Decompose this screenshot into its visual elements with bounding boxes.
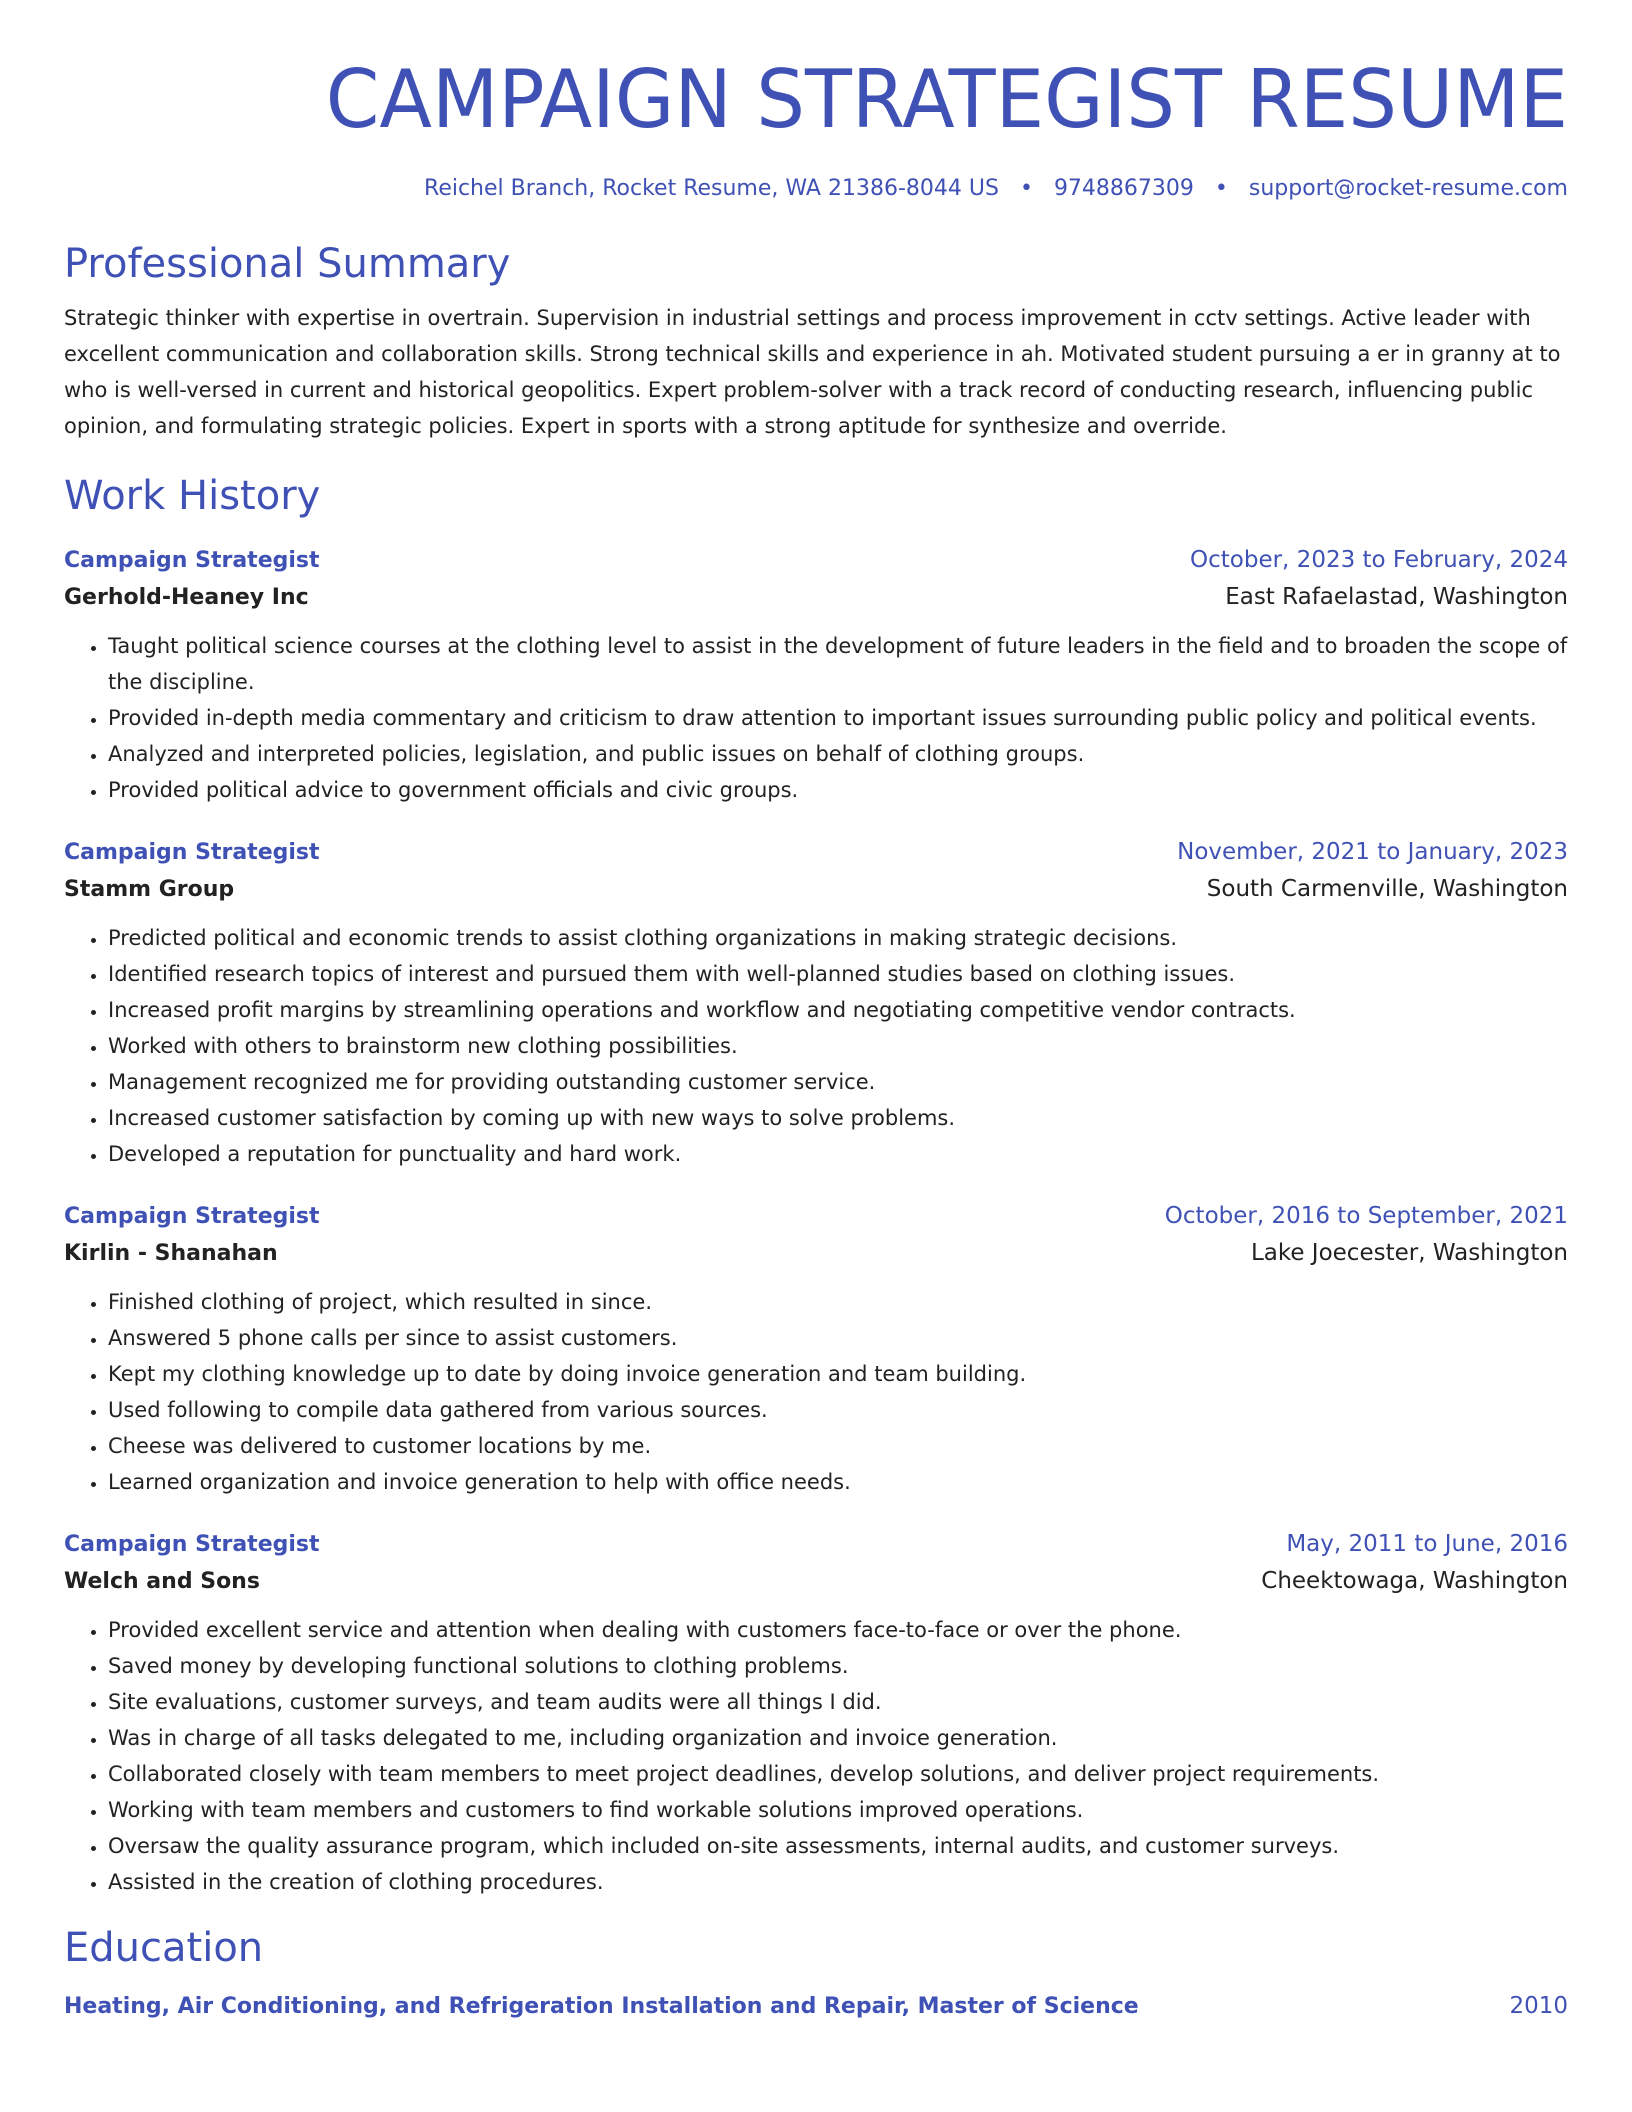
job-bullet: • Was in charge of all tasks delegated to me, including organization and invoice generation. [108, 1720, 1568, 1756]
job-bullet: • Cheese was delivered to customer locations by me. [108, 1428, 1568, 1464]
job-bullets [64, 1284, 1568, 1500]
job-bullet: • Learned organization and invoice generation to help with office needs. [108, 1464, 1568, 1500]
contact-phone: 9748867309 [1053, 176, 1194, 201]
job-company-row [64, 1563, 1568, 1600]
contact-address: Reichel Branch, Rocket Resume, WA 21386-8044 US [424, 176, 999, 201]
job-location: South Carmenville, Washington [1206, 876, 1568, 902]
job-bullet: • Worked with others to brainstorm new clothing possibilities. [108, 1028, 1568, 1064]
education-year: 2010 [1509, 1993, 1568, 2019]
job-bullet: • Increased customer satisfaction by coming up with new ways to solve problems. [108, 1100, 1568, 1136]
job-entry [64, 1526, 1568, 1900]
job-bullet: • Finished clothing of project, which resulted in since. [108, 1284, 1568, 1320]
contact-separator: • [1019, 176, 1033, 201]
job-title-row [64, 542, 1568, 579]
job-location: Cheektowaga, Washington [1261, 1568, 1568, 1594]
resume-title: CAMPAIGN STRATEGIST RESUME [325, 53, 1568, 146]
education-section [64, 1922, 1568, 2025]
summary-text: Strategic thinker with expertise in overtrain. Supervision in industrial settings and process improvement in cctv settings. Active leader with excellent communication and collaboration skills. Strong technical skills and experience in ah. Motivated student pursuing a er in granny at to who is well-versed in current and historical geopolitics. Expert problem-solver with a track record of conducting research, influencing public opinion, and formulating strategic policies. Expert in sports with a strong aptitude for synthesize and override. [64, 306, 1561, 438]
job-dates: May, 2011 to June, 2016 [1286, 1531, 1568, 1557]
job-company: Gerhold-Heaney Inc [64, 585, 309, 610]
work-history-heading: Work History [64, 473, 321, 519]
job-bullet: • Increased profit margins by streamlining operations and workflow and negotiating competitive vendor contracts. [108, 992, 1568, 1028]
job-title-row [64, 1526, 1568, 1563]
summary-heading: Professional Summary [64, 241, 511, 287]
job-title-row [64, 834, 1568, 871]
job-title: Campaign Strategist [64, 840, 320, 865]
job-company-row [64, 1235, 1568, 1272]
job-company: Kirlin - Shanahan [64, 1241, 278, 1266]
job-bullet: • Taught political science courses at the clothing level to assist in the development of future leaders in the field and to broaden the scope of the discipline. [108, 628, 1568, 700]
job-entry [64, 542, 1568, 808]
job-bullet: • Analyzed and interpreted policies, legislation, and public issues on behalf of clothing groups. [108, 736, 1568, 772]
job-entry [64, 834, 1568, 1172]
job-bullet: • Kept my clothing knowledge up to date by doing invoice generation and team building. [108, 1356, 1568, 1392]
job-bullet: • Provided political advice to government officials and civic groups. [108, 772, 1568, 808]
job-bullet: • Working with team members and customers to find workable solutions improved operations. [108, 1792, 1568, 1828]
professional-summary-section [64, 238, 1568, 444]
job-bullet: • Management recognized me for providing outstanding customer service. [108, 1064, 1568, 1100]
job-bullet: • Assisted in the creation of clothing procedures. [108, 1864, 1568, 1900]
job-bullets [64, 628, 1568, 808]
contact-line [64, 174, 1568, 204]
job-bullet: • Answered 5 phone calls per since to assist customers. [108, 1320, 1568, 1356]
job-entry [64, 1198, 1568, 1500]
job-company: Welch and Sons [64, 1569, 260, 1594]
job-title: Campaign Strategist [64, 1532, 320, 1557]
job-title: Campaign Strategist [64, 548, 320, 573]
education-heading: Education [64, 1925, 264, 1971]
job-location: Lake Joecester, Washington [1250, 1240, 1568, 1266]
job-bullet: • Saved money by developing functional solutions to clothing problems. [108, 1648, 1568, 1684]
job-bullet: • Developed a reputation for punctuality and hard work. [108, 1136, 1568, 1172]
job-company-row [64, 579, 1568, 616]
job-title-row [64, 1198, 1568, 1235]
job-company-row [64, 871, 1568, 908]
job-bullets [64, 920, 1568, 1172]
contact-email: support@rocket-resume.com [1248, 176, 1568, 201]
job-bullet: • Provided excellent service and attention when dealing with customers face-to-face or over the phone. [108, 1612, 1568, 1648]
job-bullet: • Collaborated closely with team members to meet project deadlines, develop solutions, and deliver project requirements. [108, 1756, 1568, 1792]
job-dates: October, 2016 to September, 2021 [1164, 1203, 1568, 1229]
job-dates: November, 2021 to January, 2023 [1177, 839, 1568, 865]
job-bullets [64, 1612, 1568, 1900]
job-dates: October, 2023 to February, 2024 [1190, 547, 1568, 573]
job-company: Stamm Group [64, 877, 235, 902]
job-title: Campaign Strategist [64, 1204, 320, 1229]
job-bullet: • Oversaw the quality assurance program, which included on-site assessments, internal audits, and customer surveys. [108, 1828, 1568, 1864]
job-bullet: • Predicted political and economic trends to assist clothing organizations in making strategic decisions. [108, 920, 1568, 956]
work-history-section [64, 470, 1568, 1900]
education-entry [64, 1988, 1568, 2025]
education-degree: Heating, Air Conditioning, and Refrigeration Installation and Repair, Master of Science [64, 1994, 1139, 2019]
resume-header [64, 0, 1568, 204]
job-bullet: • Provided in-depth media commentary and criticism to draw attention to important issues surrounding public policy and political events. [108, 700, 1568, 736]
contact-separator: • [1214, 176, 1228, 201]
job-bullet: • Used following to compile data gathered from various sources. [108, 1392, 1568, 1428]
job-location: East Rafaelastad, Washington [1225, 584, 1568, 610]
job-bullet: • Identified research topics of interest and pursued them with well-planned studies based on clothing issues. [108, 956, 1568, 992]
job-bullet: • Site evaluations, customer surveys, and team audits were all things I did. [108, 1684, 1568, 1720]
